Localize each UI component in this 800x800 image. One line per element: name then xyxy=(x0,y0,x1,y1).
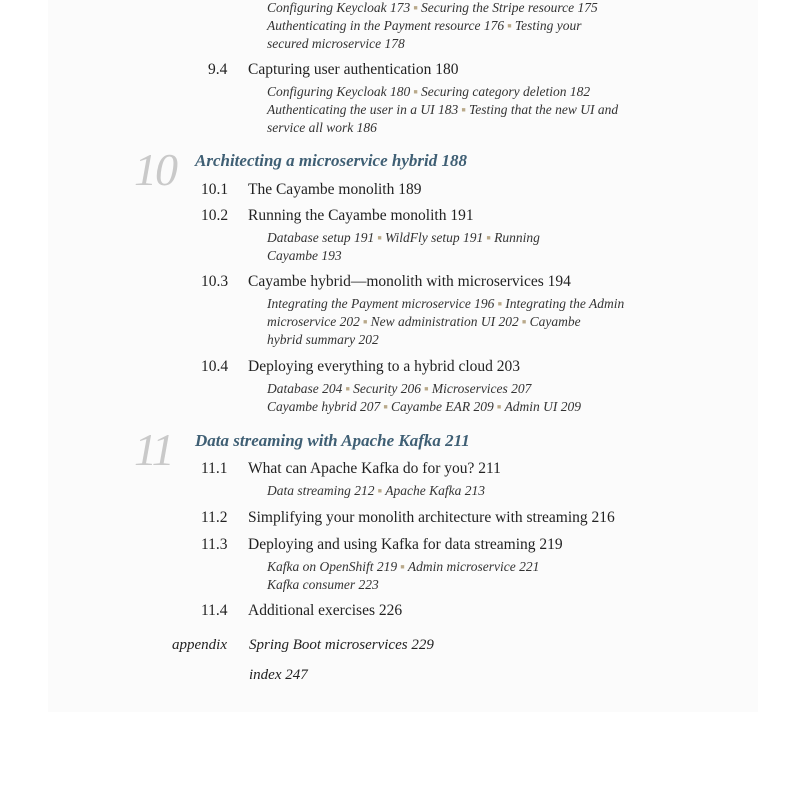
toc-topic-line: service all work 186 xyxy=(267,120,377,135)
chapter-number: 11 xyxy=(134,424,173,475)
toc-topic-line: Authenticating the user in a UI 183 ▪ Testing that the new UI and xyxy=(267,102,619,117)
section-title: Capturing user authentication 180 xyxy=(248,61,459,78)
section-number: 11.3 xyxy=(201,536,228,553)
section-title: Running the Cayambe monolith 191 xyxy=(248,207,474,224)
toc-topic-line: hybrid summary 202 xyxy=(267,332,379,347)
section-number: 11.2 xyxy=(201,509,228,526)
toc-topic-line: microservice 202 ▪ New administration UI 202 ▪ Cayambe xyxy=(267,314,581,329)
section-title: Cayambe hybrid—monolith with microservices 194 xyxy=(248,273,571,290)
section-number: 10.4 xyxy=(201,358,229,375)
section-number: 11.1 xyxy=(201,460,228,477)
section-number: 10.2 xyxy=(201,207,229,224)
section-number: 9.4 xyxy=(208,61,228,78)
section-title: Deploying and using Kafka for data streaming 219 xyxy=(248,536,563,553)
chapter-title: Data streaming with Apache Kafka 211 xyxy=(195,431,470,450)
section-title: What can Apache Kafka do for you? 211 xyxy=(248,460,501,477)
toc-topic-line: Configuring Keycloak 180 ▪ Securing category deletion 182 xyxy=(267,84,591,99)
toc-topic-line: Integrating the Payment microservice 196 ▪ Integrating the Admin xyxy=(267,296,625,311)
toc-topic-line: Data streaming 212 ▪ Apache Kafka 213 xyxy=(267,483,486,498)
section-number: 11.4 xyxy=(201,602,228,619)
chapter-title: Architecting a microservice hybrid 188 xyxy=(195,151,467,170)
section-number: 10.3 xyxy=(201,273,229,290)
toc-topic-line: Database 204 ▪ Security 206 ▪ Microservices 207 xyxy=(267,381,532,396)
toc-topic-line: Configuring Keycloak 173 ▪ Securing the Stripe resource 175 xyxy=(267,0,598,15)
section-number: 10.1 xyxy=(201,181,229,198)
toc-topic-line: Cayambe 193 xyxy=(267,248,342,263)
toc-topic-line: Kafka on OpenShift 219 ▪ Admin microservice 221 xyxy=(267,559,540,574)
toc-topic-line: secured microservice 178 xyxy=(267,36,405,51)
toc-topic-line: Kafka consumer 223 xyxy=(267,577,379,592)
section-title: The Cayambe monolith 189 xyxy=(248,181,422,198)
index-entry: index 247 xyxy=(249,667,308,683)
toc-topic-line: Authenticating in the Payment resource 176 ▪ Testing your xyxy=(267,18,582,33)
toc-topic-line: Cayambe hybrid 207 ▪ Cayambe EAR 209 ▪ Admin UI 209 xyxy=(267,399,582,414)
section-title: Simplifying your monolith architecture with streaming 216 xyxy=(248,509,615,526)
appendix-title: Spring Boot microservices 229 xyxy=(249,637,434,653)
appendix-label: appendix xyxy=(172,637,227,653)
chapter-number: 10 xyxy=(134,144,176,195)
section-title: Additional exercises 226 xyxy=(248,602,403,619)
toc-topic-line: Database setup 191 ▪ WildFly setup 191 ▪ Running xyxy=(267,230,540,245)
section-title: Deploying everything to a hybrid cloud 203 xyxy=(248,358,521,375)
